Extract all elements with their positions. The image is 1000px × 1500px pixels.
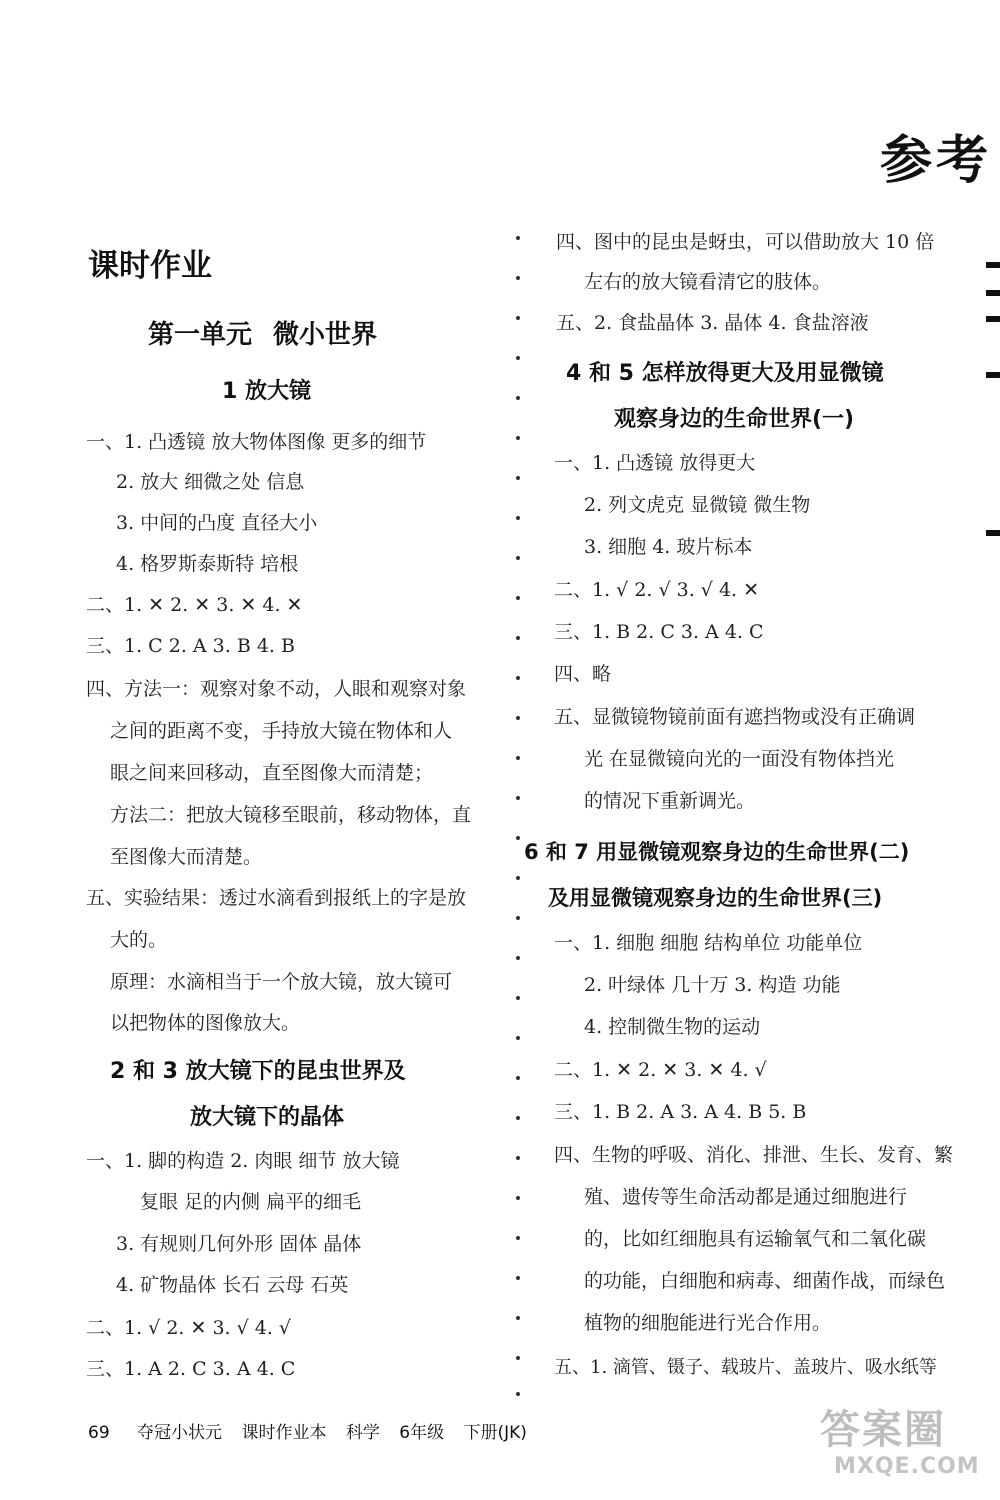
- answer-line: 五、2. 食盐晶体 3. 晶体 4. 食盐溶液: [556, 312, 869, 334]
- grade-label: 6年级: [399, 1423, 445, 1443]
- volume-label: 下册(JK): [463, 1423, 527, 1443]
- answer-line: 四、图中的昆虫是蚜虫，可以借助放大 10 倍: [556, 231, 935, 253]
- edge-mark: [986, 316, 1000, 322]
- lesson-6-7-title-line-1: 6 和 7 用显微镜观察身边的生命世界(二): [524, 840, 910, 864]
- answer-line: 方法二：把放大镜移至眼前，移动物体，直: [110, 804, 472, 826]
- answer-line: 2. 叶绿体 几十万 3. 构造 功能: [584, 974, 841, 996]
- lesson-1-title: 1 放大镜: [222, 379, 311, 404]
- answer-line: 四、略: [554, 663, 612, 685]
- answer-line: 的功能，白细胞和病毒、细菌作战，而绿色: [584, 1270, 946, 1292]
- answer-line: 4. 矿物晶体 长石 云母 石英: [116, 1274, 349, 1296]
- answer-line: 二、1. ✕ 2. ✕ 3. ✕ 4. √: [554, 1059, 767, 1081]
- watermark-url: MXQE.COM: [834, 1454, 980, 1479]
- answer-line: 光 在显微镜向光的一面没有物体挡光: [584, 748, 895, 770]
- answer-line: 4. 格罗斯泰斯特 培根: [116, 553, 299, 575]
- lesson-4-5-title-line-2: 观察身边的生命世界(一): [614, 407, 855, 432]
- answer-line: 一、1. 凸透镜 放大物体图像 更多的细节: [86, 431, 427, 453]
- answer-line: 一、1. 凸透镜 放得更大: [554, 452, 756, 474]
- answer-line: 一、1. 脚的构造 2. 肉眼 细节 放大镜: [86, 1150, 400, 1172]
- answer-line: 3. 细胞 4. 玻片标本: [584, 536, 753, 558]
- answer-line: 三、1. A 2. C 3. A 4. C: [86, 1358, 296, 1380]
- answer-line: 一、1. 细胞 细胞 结构单位 功能单位: [554, 932, 863, 954]
- answer-line: 五、实验结果：透过水滴看到报纸上的字是放: [86, 887, 467, 909]
- lesson-6-7-title-line-2: 及用显微镜观察身边的生命世界(三): [548, 886, 883, 910]
- page-footer: [88, 1418, 541, 1443]
- answer-line: 三、1. B 2. C 3. A 4. C: [554, 621, 764, 643]
- answer-line: 四、方法一：观察对象不动，人眼和观察对象: [86, 678, 467, 700]
- answer-line: 四、生物的呼吸、消化、排泄、生长、发育、繁: [554, 1144, 954, 1166]
- answer-line: 五、显微镜物镜前面有遮挡物或没有正确调: [554, 706, 916, 728]
- series-name: 课时作业本: [241, 1423, 327, 1443]
- answer-line: 三、1. C 2. A 3. B 4. B: [86, 635, 295, 657]
- corner-title: 参考: [880, 131, 993, 191]
- page-number: 69: [88, 1423, 110, 1443]
- answer-line: 4. 控制微生物的运动: [584, 1016, 761, 1038]
- answer-line: 的，比如红细胞具有运输氧气和二氧化碳: [584, 1228, 927, 1250]
- edge-mark: [986, 372, 1000, 378]
- answer-line: 的情况下重新调光。: [584, 790, 756, 812]
- lesson-2-3-title-line-1: 2 和 3 放大镜下的昆虫世界及: [110, 1059, 406, 1084]
- answer-line: 眼之间来回移动，直至图像大而清楚；: [110, 762, 434, 784]
- answer-line: 二、1. √ 2. ✕ 3. √ 4. √: [86, 1317, 292, 1339]
- answer-line: 以把物体的图像放大。: [110, 1012, 301, 1034]
- answer-line: 3. 中间的凸度 直径大小: [116, 512, 318, 534]
- lesson-4-5-title-line-1: 4 和 5 怎样放得更大及用显微镜: [566, 361, 884, 386]
- answer-line: 2. 列文虎克 显微镜 微生物: [584, 494, 811, 516]
- unit-title: 第一单元 微小世界: [148, 320, 378, 350]
- edge-mark: [986, 530, 1000, 536]
- answer-line: 二、1. √ 2. √ 3. √ 4. ✕: [554, 579, 760, 601]
- answer-line: 至图像大而清楚。: [110, 846, 263, 868]
- lesson-2-3-title-line-2: 放大镜下的晶体: [190, 1105, 345, 1130]
- answer-line: 植物的细胞能进行光合作用。: [584, 1312, 832, 1334]
- book-name: 夺冠小状元: [137, 1423, 223, 1443]
- answer-line: 2. 放大 细微之处 信息: [116, 471, 305, 493]
- answer-line: 复眼 足的内侧 扁平的细毛: [140, 1191, 362, 1213]
- answer-line: 殖、遗传等生命活动都是通过细胞进行: [584, 1186, 908, 1208]
- answer-line: 左右的放大镜看清它的肢体。: [584, 271, 832, 293]
- answer-line: 原理：水滴相当于一个放大镜，放大镜可: [110, 971, 453, 993]
- answer-line: 大的。: [110, 929, 168, 951]
- answer-line: 五、1. 滴管、镊子、载玻片、盖玻片、吸水纸等: [554, 1357, 937, 1378]
- watermark-logo: 答案圈: [820, 1407, 946, 1453]
- edge-mark: [986, 262, 1000, 268]
- section-title: 课时作业: [88, 248, 212, 284]
- answer-line: 之间的距离不变，手持放大镜在物体和人: [110, 720, 453, 742]
- answer-line: 二、1. ✕ 2. ✕ 3. ✕ 4. ✕: [86, 594, 303, 616]
- subject-label: 科学: [345, 1423, 380, 1443]
- answer-line: 三、1. B 2. A 3. A 4. B 5. B: [554, 1101, 807, 1123]
- edge-mark: [986, 290, 1000, 296]
- answer-line: 3. 有规则几何外形 固体 晶体: [116, 1233, 362, 1255]
